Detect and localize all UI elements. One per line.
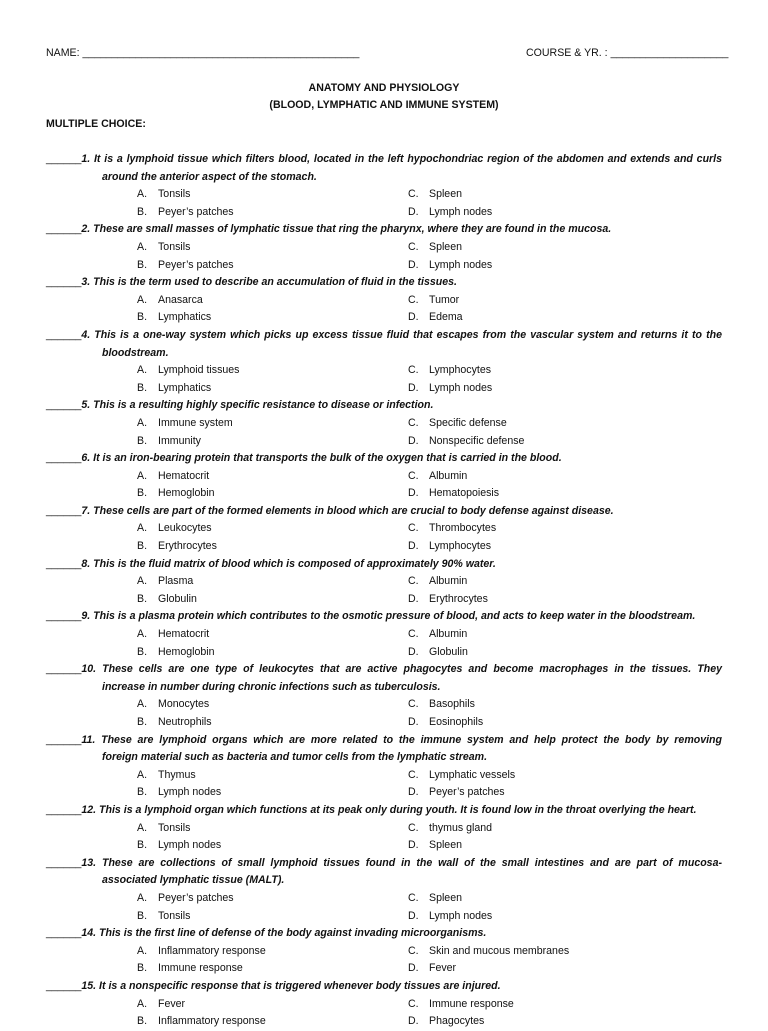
answer-blank: ______ bbox=[46, 856, 82, 869]
answer-option bbox=[408, 908, 608, 926]
answer-blank: ______ bbox=[46, 803, 82, 816]
option-text: Monocytes bbox=[158, 698, 210, 711]
answer-option bbox=[408, 186, 608, 204]
question-item bbox=[46, 327, 722, 397]
option-text: Hematocrit bbox=[158, 628, 210, 641]
option-text: Peyer’s patches bbox=[158, 891, 234, 904]
option-text: Albumin bbox=[429, 469, 468, 482]
option-text: Tonsils bbox=[158, 188, 191, 201]
answer-options bbox=[46, 626, 722, 661]
question-text: 1. It is a lymphoid tissue which filters blood, located in the left hypochondriac region of the abdomen and extends and curls bbox=[81, 153, 722, 165]
question-item bbox=[46, 978, 722, 1031]
option-letter: B. bbox=[137, 311, 148, 324]
answer-option bbox=[408, 644, 608, 662]
answer-option bbox=[408, 204, 608, 222]
option-letter: C. bbox=[408, 628, 419, 641]
option-text: Tonsils bbox=[158, 821, 191, 834]
option-letter: A. bbox=[137, 944, 148, 957]
answer-option bbox=[408, 380, 608, 398]
option-text: Lymph nodes bbox=[429, 909, 493, 922]
answer-option bbox=[408, 784, 608, 802]
answer-option bbox=[137, 767, 408, 785]
option-letter: D. bbox=[408, 909, 419, 922]
question-stem bbox=[46, 556, 722, 574]
option-text: Leukocytes bbox=[158, 522, 212, 535]
answer-option bbox=[137, 837, 408, 855]
option-letter: B. bbox=[137, 540, 148, 553]
question-text-continued: around the anterior aspect of the stomach. bbox=[102, 170, 317, 183]
option-text: Immune system bbox=[158, 416, 233, 429]
answer-option bbox=[408, 239, 608, 257]
option-letter: D. bbox=[408, 1015, 419, 1028]
question-text: 2. These are small masses of lymphatic tissue that ring the pharynx, where they are found in the mucosa. bbox=[81, 223, 612, 236]
option-letter: C. bbox=[408, 768, 419, 781]
option-text: Peyer’s patches bbox=[429, 786, 505, 799]
option-letter: A. bbox=[137, 240, 148, 253]
option-letter: B. bbox=[137, 487, 148, 500]
option-text: Lymph nodes bbox=[429, 205, 493, 218]
answer-option bbox=[408, 943, 608, 961]
question-item bbox=[46, 503, 722, 556]
option-text: Basophils bbox=[429, 698, 475, 711]
option-letter: A. bbox=[137, 416, 148, 429]
option-text: Lymphatics bbox=[158, 311, 212, 324]
option-text: Plasma bbox=[158, 575, 194, 588]
answer-option bbox=[408, 309, 608, 327]
option-letter: D. bbox=[408, 540, 419, 553]
answer-option bbox=[408, 468, 608, 486]
question-line bbox=[46, 732, 722, 750]
option-letter: C. bbox=[408, 575, 419, 588]
option-letter: B. bbox=[137, 258, 148, 271]
answer-option bbox=[408, 591, 608, 609]
answer-option bbox=[137, 520, 408, 538]
option-text: Spleen bbox=[429, 839, 462, 852]
answer-option bbox=[137, 485, 408, 503]
option-letter: A. bbox=[137, 575, 148, 588]
option-letter: C. bbox=[408, 469, 419, 482]
option-text: Lymphocytes bbox=[429, 540, 492, 553]
answer-option bbox=[137, 1013, 408, 1031]
answer-option bbox=[408, 767, 608, 785]
option-text: Hemoglobin bbox=[158, 645, 215, 658]
option-text: Lymphocytes bbox=[429, 364, 492, 377]
answer-options bbox=[46, 362, 722, 397]
question-line bbox=[46, 397, 722, 415]
answer-option bbox=[408, 837, 608, 855]
question-stem bbox=[46, 732, 722, 767]
question-item bbox=[46, 274, 722, 327]
answer-options bbox=[46, 573, 722, 608]
answer-option bbox=[408, 362, 608, 380]
question-stem bbox=[46, 327, 722, 362]
answer-blank: ______ bbox=[46, 276, 82, 289]
answer-option bbox=[137, 380, 408, 398]
answer-options bbox=[46, 520, 722, 555]
page-title: ANATOMY AND PHYSIOLOGY bbox=[308, 82, 460, 94]
answer-option bbox=[137, 239, 408, 257]
answer-option bbox=[137, 204, 408, 222]
answer-option bbox=[408, 890, 608, 908]
option-text: Erythrocytes bbox=[158, 540, 217, 553]
question-line bbox=[46, 503, 722, 521]
question-item bbox=[46, 661, 722, 731]
option-letter: B. bbox=[137, 786, 148, 799]
page-subtitle: (BLOOD, LYMPHATIC AND IMMUNE SYSTEM) bbox=[269, 99, 499, 111]
answer-options bbox=[46, 292, 722, 327]
course-year-field: COURSE & YR. : ____________________ bbox=[526, 47, 729, 59]
option-text: Neutrophils bbox=[158, 716, 212, 728]
question-stem bbox=[46, 450, 722, 468]
option-letter: B. bbox=[137, 205, 148, 218]
option-text: Lymphatic vessels bbox=[429, 768, 516, 781]
option-text: Thymus bbox=[158, 768, 196, 781]
question-line bbox=[46, 925, 722, 943]
answer-option bbox=[137, 696, 408, 714]
option-text: Anasarca bbox=[158, 293, 203, 306]
question-item bbox=[46, 732, 722, 802]
answer-options bbox=[46, 996, 722, 1031]
question-stem bbox=[46, 274, 722, 292]
question-item bbox=[46, 925, 722, 978]
answer-option bbox=[408, 415, 608, 433]
question-text: 6. It is an iron-bearing protein that transports the bulk of the oxygen that is carried in the blood. bbox=[81, 452, 562, 465]
answer-option bbox=[137, 186, 408, 204]
question-text: 5. This is a resulting highly specific resistance to disease or infection. bbox=[81, 399, 434, 412]
option-text: Albumin bbox=[429, 628, 468, 641]
option-letter: C. bbox=[408, 997, 419, 1010]
option-text: Skin and mucous membranes bbox=[429, 944, 570, 957]
answer-option bbox=[137, 644, 408, 662]
question-text-continued: increase in number during chronic infections such as tuberculosis. bbox=[102, 680, 441, 693]
option-letter: C. bbox=[408, 698, 419, 711]
option-text: Immunity bbox=[158, 434, 201, 447]
option-letter: A. bbox=[137, 188, 148, 201]
question-text-continued: bloodstream. bbox=[102, 346, 169, 359]
option-text: thymus gland bbox=[429, 821, 493, 834]
answer-option bbox=[137, 714, 408, 732]
question-text: 8. This is the fluid matrix of blood which is composed of approximately 90% water. bbox=[81, 557, 496, 570]
question-item bbox=[46, 221, 722, 274]
answer-blank: ______ bbox=[46, 223, 82, 236]
answer-option bbox=[137, 996, 408, 1014]
option-text: Fever bbox=[429, 962, 457, 975]
question-stem bbox=[46, 855, 722, 890]
answer-option bbox=[137, 943, 408, 961]
question-line bbox=[46, 556, 722, 574]
answer-option bbox=[408, 960, 608, 978]
question-line bbox=[46, 327, 722, 345]
question-line bbox=[46, 978, 722, 996]
option-text: Tonsils bbox=[158, 240, 191, 253]
option-text: Hematocrit bbox=[158, 469, 210, 482]
option-letter: B. bbox=[137, 434, 148, 447]
answer-blank: ______ bbox=[46, 979, 82, 992]
question-text: 14. This is the first line of defense of the body against invading microorganisms. bbox=[81, 927, 487, 940]
question-item bbox=[46, 556, 722, 609]
option-letter: C. bbox=[408, 944, 419, 957]
option-letter: B. bbox=[137, 1015, 148, 1028]
question-text: 12. This is a lymphoid organ which functions at its peak only during youth. It is found low in the throat overlying the heart. bbox=[81, 803, 697, 816]
answer-blank: ______ bbox=[46, 153, 82, 165]
answer-blank: ______ bbox=[46, 927, 82, 940]
answer-option bbox=[137, 257, 408, 275]
answer-option bbox=[137, 573, 408, 591]
option-letter: D. bbox=[408, 205, 419, 218]
option-text: Lymphoid tissues bbox=[158, 364, 240, 377]
option-text: Lymph nodes bbox=[158, 839, 222, 852]
option-text: Specific defense bbox=[429, 416, 507, 429]
option-letter: A. bbox=[137, 821, 148, 834]
answer-options bbox=[46, 468, 722, 503]
option-text: Phagocytes bbox=[429, 1015, 485, 1028]
question-text-continued: foreign material such as bacteria and tumor cells from the lymphatic stream. bbox=[102, 751, 488, 764]
option-text: Globulin bbox=[429, 645, 468, 658]
question-item bbox=[46, 802, 722, 855]
option-letter: B. bbox=[137, 592, 148, 605]
answer-option bbox=[137, 591, 408, 609]
answer-blank: ______ bbox=[46, 328, 82, 341]
option-letter: C. bbox=[408, 364, 419, 377]
option-text: Fever bbox=[158, 997, 186, 1010]
option-letter: C. bbox=[408, 821, 419, 834]
question-item bbox=[46, 151, 722, 221]
answer-options bbox=[46, 890, 722, 925]
option-letter: A. bbox=[137, 768, 148, 781]
option-text: Lymphatics bbox=[158, 381, 212, 394]
name-field: NAME: _______________________________________________ bbox=[46, 47, 360, 59]
question-text: 15. It is a nonspecific response that is triggered whenever body tissues are injured. bbox=[81, 979, 501, 992]
answer-options bbox=[46, 415, 722, 450]
option-text: Spleen bbox=[429, 240, 462, 253]
question-item bbox=[46, 397, 722, 450]
option-letter: B. bbox=[137, 645, 148, 658]
question-line bbox=[46, 221, 722, 239]
option-letter: D. bbox=[408, 487, 419, 500]
answer-option bbox=[408, 520, 608, 538]
answer-option bbox=[408, 626, 608, 644]
option-text: Edema bbox=[429, 311, 463, 324]
option-letter: A. bbox=[137, 522, 148, 535]
answer-blank: ______ bbox=[46, 399, 82, 412]
question-list bbox=[46, 151, 722, 1031]
answer-option bbox=[408, 696, 608, 714]
answer-blank: ______ bbox=[46, 663, 82, 676]
option-text: Erythrocytes bbox=[429, 592, 488, 605]
question-text: 9. This is a plasma protein which contributes to the osmotic pressure of blood, and acts to keep water in the bloodstream. bbox=[81, 610, 696, 623]
option-text: Albumin bbox=[429, 575, 468, 588]
answer-option bbox=[408, 433, 608, 451]
answer-option bbox=[137, 468, 408, 486]
answer-blank: ______ bbox=[46, 610, 82, 623]
option-text: Thrombocytes bbox=[429, 522, 497, 535]
question-text: 3. This is the term used to describe an accumulation of fluid in the tissues. bbox=[81, 276, 457, 289]
option-letter: B. bbox=[137, 962, 148, 975]
option-letter: C. bbox=[408, 416, 419, 429]
question-stem bbox=[46, 978, 722, 996]
option-letter: A. bbox=[137, 628, 148, 641]
answer-option bbox=[408, 820, 608, 838]
answer-options bbox=[46, 186, 722, 221]
option-text: Spleen bbox=[429, 891, 462, 904]
option-letter: A. bbox=[137, 698, 148, 711]
option-letter: A. bbox=[137, 469, 148, 482]
option-letter: B. bbox=[137, 909, 148, 922]
question-line bbox=[46, 450, 722, 468]
question-stem bbox=[46, 221, 722, 239]
option-text: Peyer’s patches bbox=[158, 258, 234, 271]
question-text: 11. These are lymphoid organs which are more related to the immune system and help protect the body by removing bbox=[81, 733, 722, 746]
answer-option bbox=[408, 996, 608, 1014]
option-letter: A. bbox=[137, 364, 148, 377]
question-item bbox=[46, 450, 722, 503]
answer-option bbox=[137, 538, 408, 556]
option-text: Lymph nodes bbox=[429, 258, 493, 271]
answer-options bbox=[46, 767, 722, 802]
answer-option bbox=[137, 890, 408, 908]
option-letter: A. bbox=[137, 293, 148, 306]
option-letter: D. bbox=[408, 716, 419, 728]
option-text: Eosinophils bbox=[429, 716, 484, 728]
option-letter: A. bbox=[137, 891, 148, 904]
question-line bbox=[46, 661, 722, 679]
option-letter: D. bbox=[408, 381, 419, 394]
option-text: Hemoglobin bbox=[158, 487, 215, 500]
option-letter: C. bbox=[408, 891, 419, 904]
option-text: Tonsils bbox=[158, 909, 191, 922]
answer-option bbox=[408, 292, 608, 310]
answer-option bbox=[137, 309, 408, 327]
answer-option bbox=[137, 362, 408, 380]
option-text: Immune response bbox=[429, 997, 514, 1010]
answer-options bbox=[46, 696, 722, 731]
question-line bbox=[46, 802, 722, 820]
answer-option bbox=[408, 714, 608, 732]
answer-blank: ______ bbox=[46, 733, 82, 746]
question-text: 4. This is a one-way system which picks up excess tissue fluid that escapes from the vascular system and returns it to the bbox=[81, 328, 722, 341]
answer-option bbox=[137, 820, 408, 838]
question-item bbox=[46, 608, 722, 661]
answer-option bbox=[137, 415, 408, 433]
question-line bbox=[46, 608, 722, 626]
question-text: 13. These are collections of small lymphoid tissues found in the wall of the small intestines and are part of mucosa- bbox=[81, 856, 722, 869]
question-stem bbox=[46, 151, 722, 186]
question-stem bbox=[46, 802, 722, 820]
option-letter: D. bbox=[408, 645, 419, 658]
question-stem bbox=[46, 925, 722, 943]
question-stem bbox=[46, 661, 722, 696]
answer-option bbox=[408, 257, 608, 275]
option-letter: D. bbox=[408, 592, 419, 605]
option-text: Tumor bbox=[429, 293, 460, 306]
answer-option bbox=[408, 1013, 608, 1031]
option-letter: D. bbox=[408, 962, 419, 975]
option-text: Immune response bbox=[158, 962, 243, 975]
option-letter: D. bbox=[408, 786, 419, 799]
answer-option bbox=[137, 784, 408, 802]
option-text: Inflammatory response bbox=[158, 944, 266, 957]
answer-option bbox=[408, 573, 608, 591]
answer-option bbox=[137, 433, 408, 451]
question-item bbox=[46, 855, 722, 925]
answer-option bbox=[408, 538, 608, 556]
option-letter: B. bbox=[137, 381, 148, 394]
question-line bbox=[46, 855, 722, 873]
answer-options bbox=[46, 820, 722, 855]
option-text: Spleen bbox=[429, 188, 462, 201]
question-line bbox=[46, 151, 722, 169]
option-text: Lymph nodes bbox=[429, 381, 493, 394]
answer-option bbox=[137, 908, 408, 926]
question-line bbox=[46, 274, 722, 292]
answer-blank: ______ bbox=[46, 504, 82, 517]
option-letter: C. bbox=[408, 240, 419, 253]
question-text: 7. These cells are part of the formed elements in blood which are crucial to body defense against disease. bbox=[81, 504, 614, 517]
option-text: Lymph nodes bbox=[158, 786, 222, 799]
answer-options bbox=[46, 943, 722, 978]
question-text-continued: associated lymphatic tissue (MALT). bbox=[102, 874, 285, 887]
answer-blank: ______ bbox=[46, 557, 82, 570]
answer-option bbox=[137, 960, 408, 978]
option-text: Nonspecific defense bbox=[429, 434, 525, 447]
option-letter: B. bbox=[137, 716, 148, 728]
option-text: Hematopoiesis bbox=[429, 487, 500, 500]
option-letter: B. bbox=[137, 839, 148, 852]
option-letter: D. bbox=[408, 434, 419, 447]
answer-option bbox=[408, 485, 608, 503]
option-letter: A. bbox=[137, 997, 148, 1010]
answer-blank: ______ bbox=[46, 452, 82, 465]
answer-option bbox=[137, 626, 408, 644]
option-letter: D. bbox=[408, 258, 419, 271]
question-text: 10. These cells are one type of leukocytes that are active phagocytes and become macrophages in the tissues. They bbox=[81, 663, 722, 676]
answer-options bbox=[46, 239, 722, 274]
option-text: Peyer’s patches bbox=[158, 205, 234, 218]
option-letter: D. bbox=[408, 311, 419, 324]
option-letter: C. bbox=[408, 522, 419, 535]
answer-option bbox=[137, 292, 408, 310]
option-letter: C. bbox=[408, 293, 419, 306]
question-stem bbox=[46, 503, 722, 521]
question-stem bbox=[46, 397, 722, 415]
option-text: Inflammatory response bbox=[158, 1015, 266, 1028]
option-text: Globulin bbox=[158, 592, 197, 605]
option-letter: C. bbox=[408, 188, 419, 201]
section-heading: MULTIPLE CHOICE: bbox=[46, 118, 146, 130]
question-stem bbox=[46, 608, 722, 626]
option-letter: D. bbox=[408, 839, 419, 852]
